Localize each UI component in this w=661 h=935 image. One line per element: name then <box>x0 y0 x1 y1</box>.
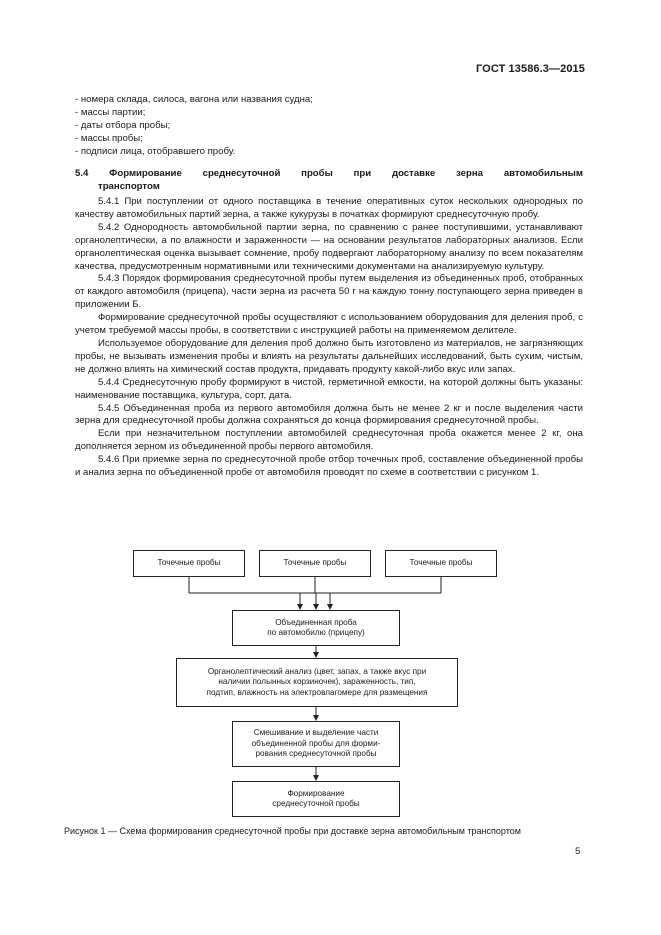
title-word: доставке <box>391 168 436 179</box>
box-label: Точечные пробы <box>283 558 347 568</box>
title-word: Формирование <box>109 168 182 179</box>
section-title-line2: транспортом <box>98 181 160 192</box>
document-standard-id: ГОСТ 13586.3—2015 <box>475 63 585 75</box>
list-item: - массы пробы; <box>75 133 143 145</box>
box-label: Органолептический анализ (цвет, запах, а также вкус при <box>207 666 427 676</box>
list-item: - массы партии; <box>75 107 146 119</box>
paragraph: 5.4.1 При поступлении от одного поставщика в течение оперативных суток нескольких однородных по качеству автомобильных партий зерна, а также кукурузы в початках формируют среднесуточную пробу. <box>75 196 583 220</box>
paragraph: 5.4.2 Однородность автомобильной партии зерна, по сравнению с ранее поступившими, устанавливают органолептически, а по влажности и зараженности — на основании результатов лабораторных анализов. Если органолептическая оценка вызывает сомнение, пробу подвергают лабораторному анализу по всем показателям качества, предусмотренным нормативными или техническими документами на анализируемую культуру. <box>75 221 583 272</box>
box-label: объединенной пробы для форми- <box>251 738 381 748</box>
point-samples-box <box>133 550 245 577</box>
box-label: Точечные пробы <box>409 558 473 568</box>
box-label: среднесуточной пробы <box>272 799 360 808</box>
paragraph: 5.4.4 Среднесуточную пробу формируют в чистой, герметичной емкости, на которой должны быть указаны: наименование поставщика, культура, сорт, дата. <box>75 376 583 401</box>
title-word: 5.4 <box>75 168 89 179</box>
title-word: автомобильным <box>503 168 583 179</box>
mixing-box <box>232 721 400 767</box>
title-word: зерна <box>456 168 483 179</box>
title-word: пробы <box>301 168 333 179</box>
figure-caption: Рисунок 1 — Схема формирования среднесуточной пробы при доставке зерна автомобильным транспортом <box>64 826 521 836</box>
box-label: Смешивание и выделение части <box>253 728 379 738</box>
box-label: рования среднесуточной пробы <box>255 749 377 759</box>
box-label: Точечные пробы <box>157 558 221 568</box>
paragraph: Используемое оборудование для деления проб должно быть изготовлено из материалов, не загрязняющих пробы, не вызывать изменения пробы и влиять на результаты дальнейших исследований, быть сухим, чистым, не должно влиять на химический состав продукта, придавать продукту какой-либо вкус или запах. <box>75 337 583 375</box>
title-word: при <box>353 168 372 179</box>
list-item: - номера склада, силоса, вагона или названия судна; <box>75 94 313 105</box>
paragraph: 5.4.3 Порядок формирования среднесуточной пробы путем выделения из объединенных проб, отобранных от каждого автомобиля (прицепа), части зерна из расчета 50 г на каждую тонну поступающего зерна приведен в приложении Б. <box>75 273 583 311</box>
box-label: Формирование <box>287 788 345 798</box>
title-word: среднесуточной <box>202 168 281 179</box>
combined-sample-box <box>232 610 400 646</box>
forming-box <box>232 781 400 817</box>
paragraph: 5.4.6 При приемке зерна по среднесуточной пробе отбор точечных проб, составление объединенной пробы и анализ зерна по объединенной пробе от автомобиля проводят по схеме в соответствии с рисунком 1. <box>75 454 583 479</box>
box-label: по автомобилю (прицепу) <box>267 628 365 637</box>
list-item: - подписи лица, отобравшего пробу. <box>75 146 236 158</box>
point-samples-box <box>385 550 497 577</box>
list-item: - даты отбора пробы; <box>75 120 171 132</box>
box-label: наличии полынных корзиночек), зараженность, тип, <box>218 677 416 687</box>
paragraph: Если при незначительном поступлении автомобилей среднесуточная проба окажется менее 2 кг, она дополняется зерном из объединенной пробы первого автомобиля. <box>75 428 583 453</box>
paragraph: Формирование среднесуточной пробы осуществляют с использованием оборудования для деления проб, с учетом требуемой массы пробы, в соответствии с инструкцией работы на применяемом делителе. <box>75 312 583 337</box>
analysis-box <box>176 658 458 707</box>
page-number: 5 <box>575 846 581 857</box>
box-label: Объединенная проба <box>275 617 357 627</box>
box-label: подтип, влажность на электровлагомере для размещения <box>206 687 428 697</box>
point-samples-box <box>259 550 371 577</box>
paragraph: 5.4.5 Объединенная проба из первого автомобиля должна быть не менее 2 кг и после выделения части зерна для среднесуточной пробы должна сохраняться до конца формирования среднесуточной пробы. <box>75 402 583 427</box>
